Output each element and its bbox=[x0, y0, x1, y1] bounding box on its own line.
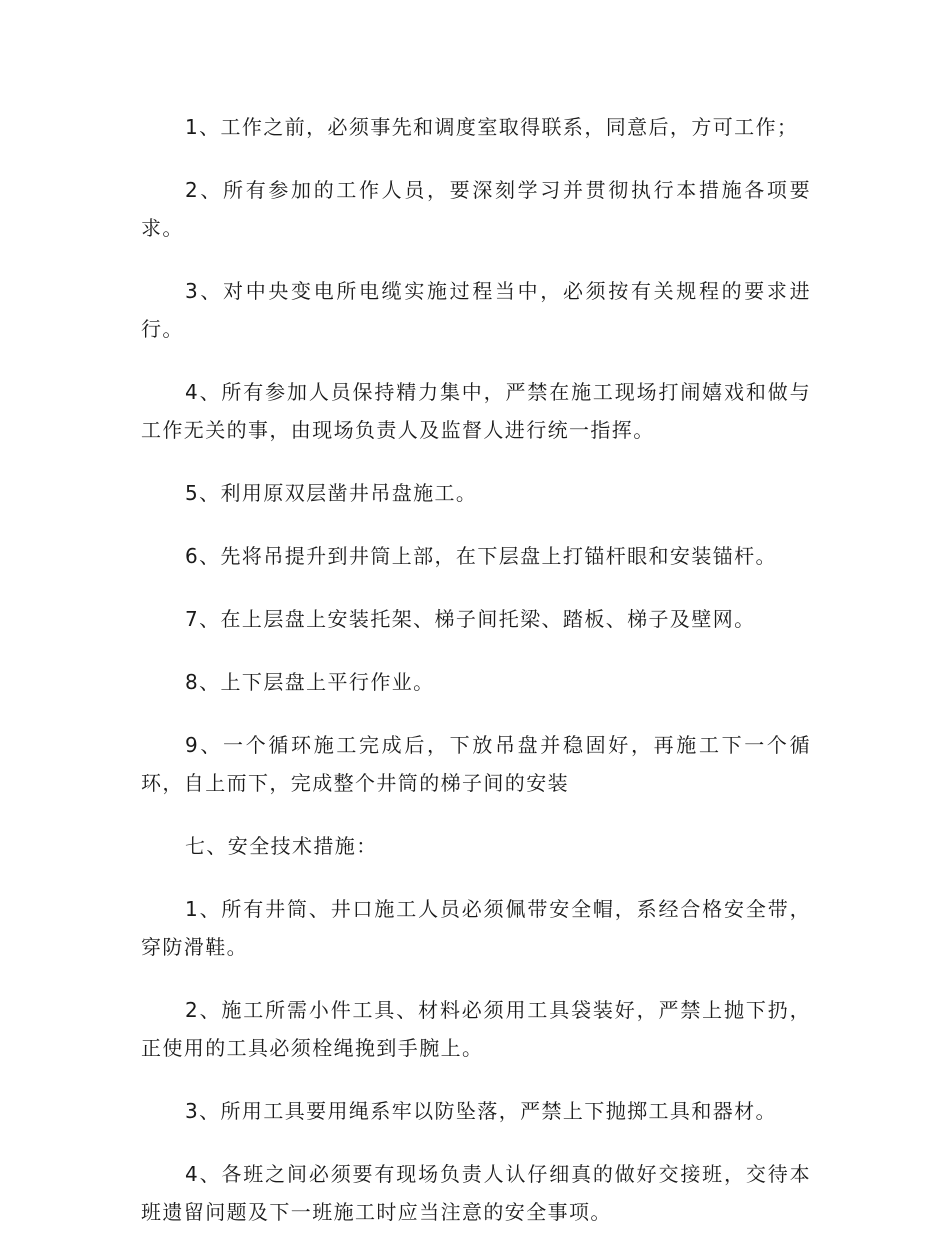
section-heading-safety: 七、安全技术措施： bbox=[185, 834, 378, 858]
paragraph-step-1: 1、工作之前，必须事先和调度室取得联系，同意后，方可工作； bbox=[185, 115, 799, 139]
paragraph-step-4: 4、所有参加人员保持精力集中，严禁在施工现场打闹嬉戏和做与工作无关的事，由现场负责人及监督人进行统一指挥。 bbox=[141, 380, 811, 442]
paragraph-safety-2: 2、施工所需小件工具、材料必须用工具袋装好，严禁上抛下扔，正使用的工具必须栓绳挽到手腕上。 bbox=[141, 998, 811, 1060]
paragraph-step-5: 5、利用原双层凿井吊盘施工。 bbox=[185, 481, 478, 505]
paragraph-step-3: 3、对中央变电所电缆实施过程当中，必须按有关规程的要求进行。 bbox=[141, 279, 811, 341]
paragraph-safety-1: 1、所有井筒、井口施工人员必须佩带安全帽，系经合格安全带，穿防滑鞋。 bbox=[141, 897, 811, 959]
document-body bbox=[141, 108, 811, 1256]
paragraph-step-7: 7、在上层盘上安装托架、梯子间托梁、踏板、梯子及壁网。 bbox=[185, 607, 756, 631]
paragraph-step-8: 8、上下层盘上平行作业。 bbox=[185, 670, 435, 694]
paragraph-safety-4: 4、各班之间必须要有现场负责人认仔细真的做好交接班，交待本班遗留问题及下一班施工时应当注意的安全事项。 bbox=[141, 1162, 811, 1224]
paragraph-safety-3: 3、所用工具要用绳系牢以防坠落，严禁上下抛掷工具和器材。 bbox=[185, 1099, 777, 1123]
paragraph-step-9: 9、一个循环施工完成后，下放吊盘并稳固好，再施工下一个循环，自上而下，完成整个井筒的梯子间的安装 bbox=[141, 733, 811, 795]
paragraph-step-2: 2、所有参加的工作人员，要深刻学习并贯彻执行本措施各项要求。 bbox=[141, 178, 811, 240]
paragraph-step-6: 6、先将吊提升到井筒上部，在下层盘上打锚杆眼和安装锚杆。 bbox=[185, 544, 777, 568]
